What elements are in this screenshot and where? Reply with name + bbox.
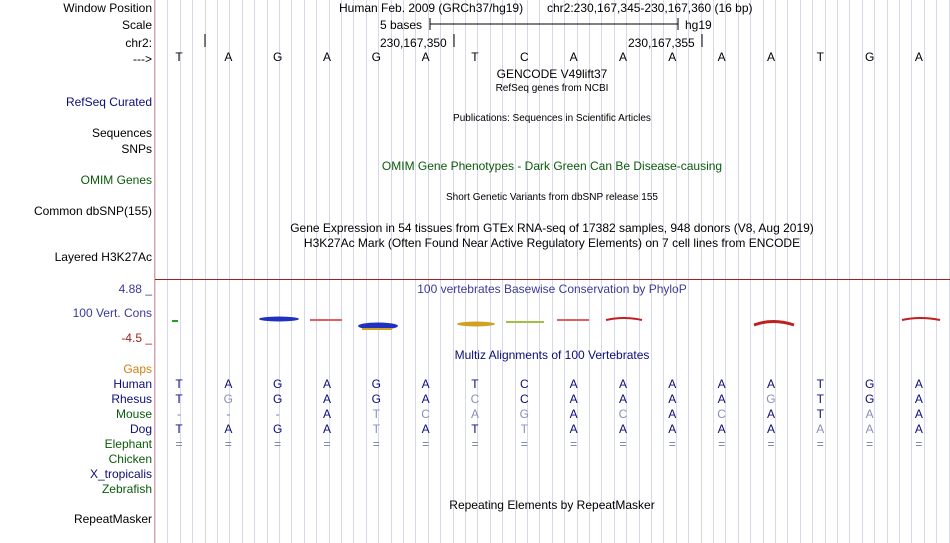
rhesus-base: T <box>816 392 824 406</box>
rhesus-base: T <box>175 392 183 406</box>
dog-base: A <box>914 422 923 436</box>
reference-base: A <box>766 50 775 64</box>
db-name: hg19 <box>685 18 712 32</box>
h3k27ac-track-title[interactable]: H3K27Ac Mark (Often Found Near Active Regulatory Elements) on 7 cell lines from ENCODE <box>303 236 801 250</box>
label-snps[interactable]: SNPs <box>121 142 152 156</box>
dog-base: T <box>372 422 380 436</box>
dbsnp-track-title[interactable]: Short Genetic Variants from dbSNP release 155 <box>446 192 658 203</box>
mouse-base: A <box>914 407 923 421</box>
reference-base: A <box>914 50 923 64</box>
mouse-base: - <box>275 407 280 421</box>
label-cons-max: 4.88 _ <box>118 282 152 296</box>
label-window-position: Window Position <box>63 1 152 15</box>
label-zebrafish[interactable]: Zebrafish <box>101 482 152 496</box>
rhesus-base: A <box>322 392 331 406</box>
cons-mark-11 <box>902 318 940 320</box>
label-strand[interactable]: ---> <box>133 52 152 66</box>
mouse-base: A <box>865 407 874 421</box>
label-mouse[interactable]: Mouse <box>115 407 152 421</box>
label-dog[interactable]: Dog <box>129 422 152 436</box>
elephant-base: = <box>619 437 627 451</box>
elephant-base: = <box>718 437 726 451</box>
elephant-base: = <box>471 437 479 451</box>
mouse-base: A <box>470 407 479 421</box>
cons-mark-3 <box>310 319 342 321</box>
omim-track-title[interactable]: OMIM Gene Phenotypes - Dark Green Can Be Disease-causing <box>381 159 723 173</box>
reference-base: T <box>816 50 824 64</box>
elephant-base: = <box>915 437 923 451</box>
mouse-base: A <box>569 407 578 421</box>
scale-text: 5 bases <box>380 18 423 32</box>
human-base: A <box>717 377 726 391</box>
elephant-base: = <box>175 437 183 451</box>
dog-base: A <box>421 422 430 436</box>
human-base: G <box>864 377 875 391</box>
human-base: A <box>322 377 331 391</box>
label-elephant[interactable]: Elephant <box>104 437 152 451</box>
refseq-track-subtitle: RefSeq genes from NCBI <box>495 83 609 94</box>
rhesus-base: A <box>569 392 578 406</box>
mouse-base: - <box>177 407 181 421</box>
elephant-base: = <box>274 437 282 451</box>
human-base: A <box>569 377 578 391</box>
reference-base: C <box>519 50 529 64</box>
mouse-base: C <box>421 407 430 421</box>
human-base: G <box>371 377 381 391</box>
assembly-title: Human Feb. 2009 (GRCh37/hg19) <box>339 1 524 15</box>
human-base: A <box>224 377 233 391</box>
human-base: T <box>175 377 183 391</box>
elephant-base: = <box>816 437 824 451</box>
reference-base: A <box>618 50 627 64</box>
reference-base: A <box>717 50 726 64</box>
reference-base: G <box>371 50 381 64</box>
human-base: A <box>668 377 677 391</box>
human-base: T <box>816 377 824 391</box>
rhesus-base: C <box>519 392 529 406</box>
dog-base: A <box>816 422 825 436</box>
cons-mark-6 <box>457 322 495 327</box>
reference-base: T <box>175 50 183 64</box>
repeatmasker-track-title[interactable]: Repeating Elements by RepeatMasker <box>449 498 655 512</box>
reference-base: A <box>668 50 677 64</box>
mouse-base: - <box>226 407 231 421</box>
rhesus-base: A <box>668 392 677 406</box>
mouse-base: G <box>519 407 529 421</box>
human-base: A <box>618 377 627 391</box>
label-x-tropicalis[interactable]: X_tropicalis <box>89 467 152 481</box>
window-position-text: chr2:230,167,345-230,167,360 (16 bp) <box>547 1 753 15</box>
publications-track-title[interactable]: Publications: Sequences in Scientific Articles <box>453 113 651 124</box>
mouse-base: C <box>717 407 726 421</box>
rhesus-base: A <box>618 392 627 406</box>
human-base: A <box>914 377 923 391</box>
dog-base: A <box>224 422 233 436</box>
cons-mark-7 <box>506 321 544 323</box>
dog-base: A <box>766 422 775 436</box>
rhesus-base: A <box>717 392 726 406</box>
label-refseq-curated[interactable]: RefSeq Curated <box>65 95 152 109</box>
reference-base: A <box>224 50 233 64</box>
human-base: A <box>766 377 775 391</box>
label-repeatmasker[interactable]: RepeatMasker <box>73 512 152 526</box>
rhesus-base: G <box>272 392 283 406</box>
reference-base: A <box>322 50 331 64</box>
label-scale: Scale <box>121 18 152 32</box>
rhesus-base: G <box>766 392 776 406</box>
elephant-base: = <box>323 437 331 451</box>
mouse-base: A <box>766 407 775 421</box>
rhesus-base: G <box>371 392 381 406</box>
elephant-base: = <box>520 437 528 451</box>
dog-base: A <box>569 422 578 436</box>
elephant-base: = <box>224 437 232 451</box>
label-sequences[interactable]: Sequences <box>91 126 152 140</box>
cons-mark-8 <box>557 319 589 321</box>
cons-mark-10 <box>754 322 794 326</box>
mouse-base: A <box>668 407 677 421</box>
cons-mark-2 <box>259 317 299 322</box>
rhesus-base: C <box>470 392 480 406</box>
elephant-base: = <box>767 437 775 451</box>
label-common-dbsnp[interactable]: Common dbSNP(155) <box>33 204 152 218</box>
cons-mark-9 <box>606 318 642 320</box>
cons-mark-1 <box>172 320 178 322</box>
tick-label-2: 230,167,355 <box>628 36 695 50</box>
phylop-conservation-glyphs <box>172 317 940 331</box>
label-chicken[interactable]: Chicken <box>108 452 152 466</box>
dog-base: G <box>272 422 283 436</box>
human-base: C <box>519 377 529 391</box>
dog-base: T <box>520 422 528 436</box>
mouse-base: A <box>322 407 331 421</box>
label-omim-genes[interactable]: OMIM Genes <box>80 173 152 187</box>
label-rhesus[interactable]: Rhesus <box>111 392 152 406</box>
label-chr: chr2: <box>125 36 152 50</box>
elephant-base: = <box>372 437 380 451</box>
gtex-track-title[interactable]: Gene Expression in 54 tissues from GTEx RNA-seq of 17382 samples, 948 donors (V8, Aug 2019) <box>290 221 814 235</box>
elephant-base: = <box>866 437 874 451</box>
label-cons-min: -4.5 _ <box>121 331 152 345</box>
reference-base: A <box>421 50 430 64</box>
reference-base: G <box>272 50 283 64</box>
dog-base: T <box>471 422 479 436</box>
human-base: T <box>471 377 479 391</box>
multiz-track-title[interactable]: Multiz Alignments of 100 Vertebrates <box>454 348 650 362</box>
mouse-base: T <box>372 407 380 421</box>
label-100-vert-cons[interactable]: 100 Vert. Cons <box>72 306 152 320</box>
rhesus-base: A <box>421 392 430 406</box>
human-base: A <box>421 377 430 391</box>
reference-base: G <box>864 50 875 64</box>
label-human[interactable]: Human <box>113 377 152 391</box>
human-base: G <box>272 377 283 391</box>
dog-base: A <box>865 422 874 436</box>
elephant-base: = <box>570 437 578 451</box>
phylop-track-title[interactable]: 100 vertebrates Basewise Conservation by PhyloP <box>417 282 687 296</box>
elephant-base: = <box>668 437 676 451</box>
dog-base: T <box>175 422 183 436</box>
dog-base: A <box>717 422 726 436</box>
reference-base: A <box>569 50 578 64</box>
reference-base: T <box>471 50 479 64</box>
mouse-base: C <box>618 407 628 421</box>
rhesus-base: G <box>223 392 233 406</box>
dog-base: A <box>322 422 331 436</box>
rhesus-base: G <box>864 392 875 406</box>
rhesus-base: A <box>914 392 923 406</box>
label-gaps: Gaps <box>123 362 152 376</box>
gencode-track-title[interactable]: GENCODE V49lift37 <box>496 67 608 81</box>
label-layered-h3k27ac[interactable]: Layered H3K27Ac <box>54 250 152 264</box>
mouse-base: T <box>816 407 824 421</box>
dog-base: A <box>668 422 677 436</box>
tick-label-1: 230,167,350 <box>380 36 447 50</box>
cons-mark-5 <box>362 328 392 330</box>
elephant-base: = <box>422 437 430 451</box>
dog-base: A <box>618 422 627 436</box>
